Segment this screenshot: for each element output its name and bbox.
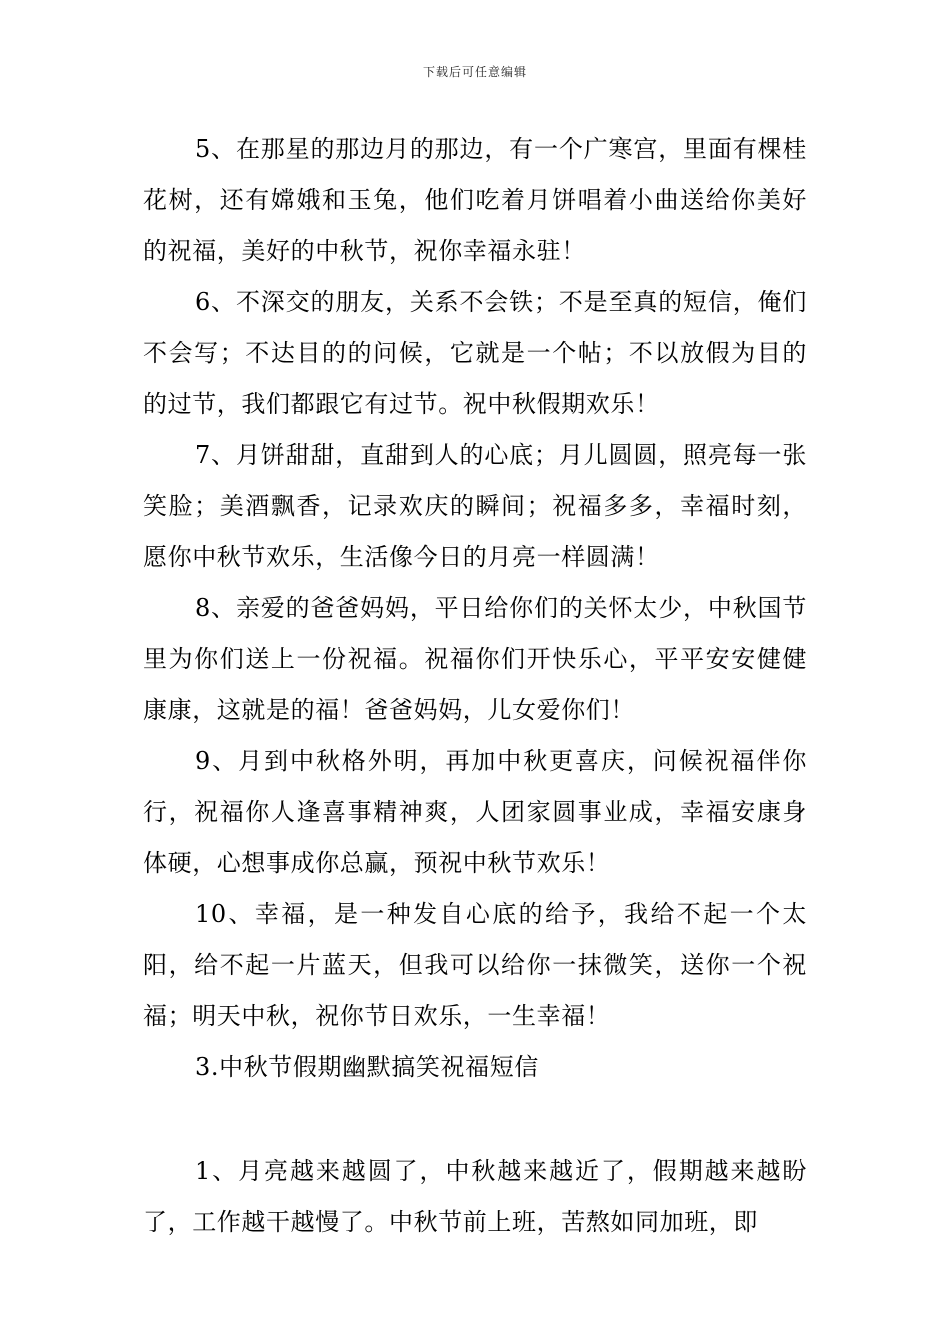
paragraph-10: 10、幸福，是一种发自心底的给予，我给不起一个太阳，给不起一片蓝天，但我可以给你一抹微笑，送你一个祝福；明天中秋，祝你节日欢乐，一生幸福！: [143, 900, 807, 1030]
document-body: [143, 124, 807, 1248]
paragraph-9: 9、月到中秋格外明，再加中秋更喜庆，问候祝福伴你行，祝福你人逢喜事精神爽，人团家圆事业成，幸福安康身体硬，心想事成你总赢，预祝中秋节欢乐！: [143, 747, 807, 877]
paragraph-7: 7、月饼甜甜，直甜到人的心底；月儿圆圆，照亮每一张笑脸；美酒飘香，记录欢庆的瞬间；祝福多多，幸福时刻，愿你中秋节欢乐，生活像今日的月亮一样圆满！: [143, 441, 807, 571]
section-heading: 3.中秋节假期幽默搞笑祝福短信: [195, 1053, 539, 1081]
page-header: 下载后可任意编辑: [422, 65, 527, 79]
paragraph-6: 6、不深交的朋友，关系不会铁；不是至真的短信，俺们不会写；不达目的的问候，它就是一个帖；不以放假为目的的过节，我们都跟它有过节。祝中秋假期欢乐！: [143, 288, 807, 418]
section-spacer: [143, 1093, 807, 1146]
paragraph-8: 8、亲爱的爸爸妈妈，平日给你们的关怀太少，中秋国节里为你们送上一份祝福。祝福你们开快乐心，平平安安健健康康，这就是的福！爸爸妈妈，儿女爱你们！: [143, 594, 807, 724]
paragraph-1: 1、月亮越来越圆了，中秋越来越近了，假期越来越盼了，工作越干越慢了。中秋节前上班，苦熬如同加班，即: [143, 1157, 807, 1236]
paragraph-5: 5、在那星的那边月的那边，有一个广寒宫，里面有棵桂花树，还有嫦娥和玉兔，他们吃着月饼唱着小曲送给你美好的祝福，美好的中秋节，祝你幸福永驻！: [143, 135, 807, 265]
